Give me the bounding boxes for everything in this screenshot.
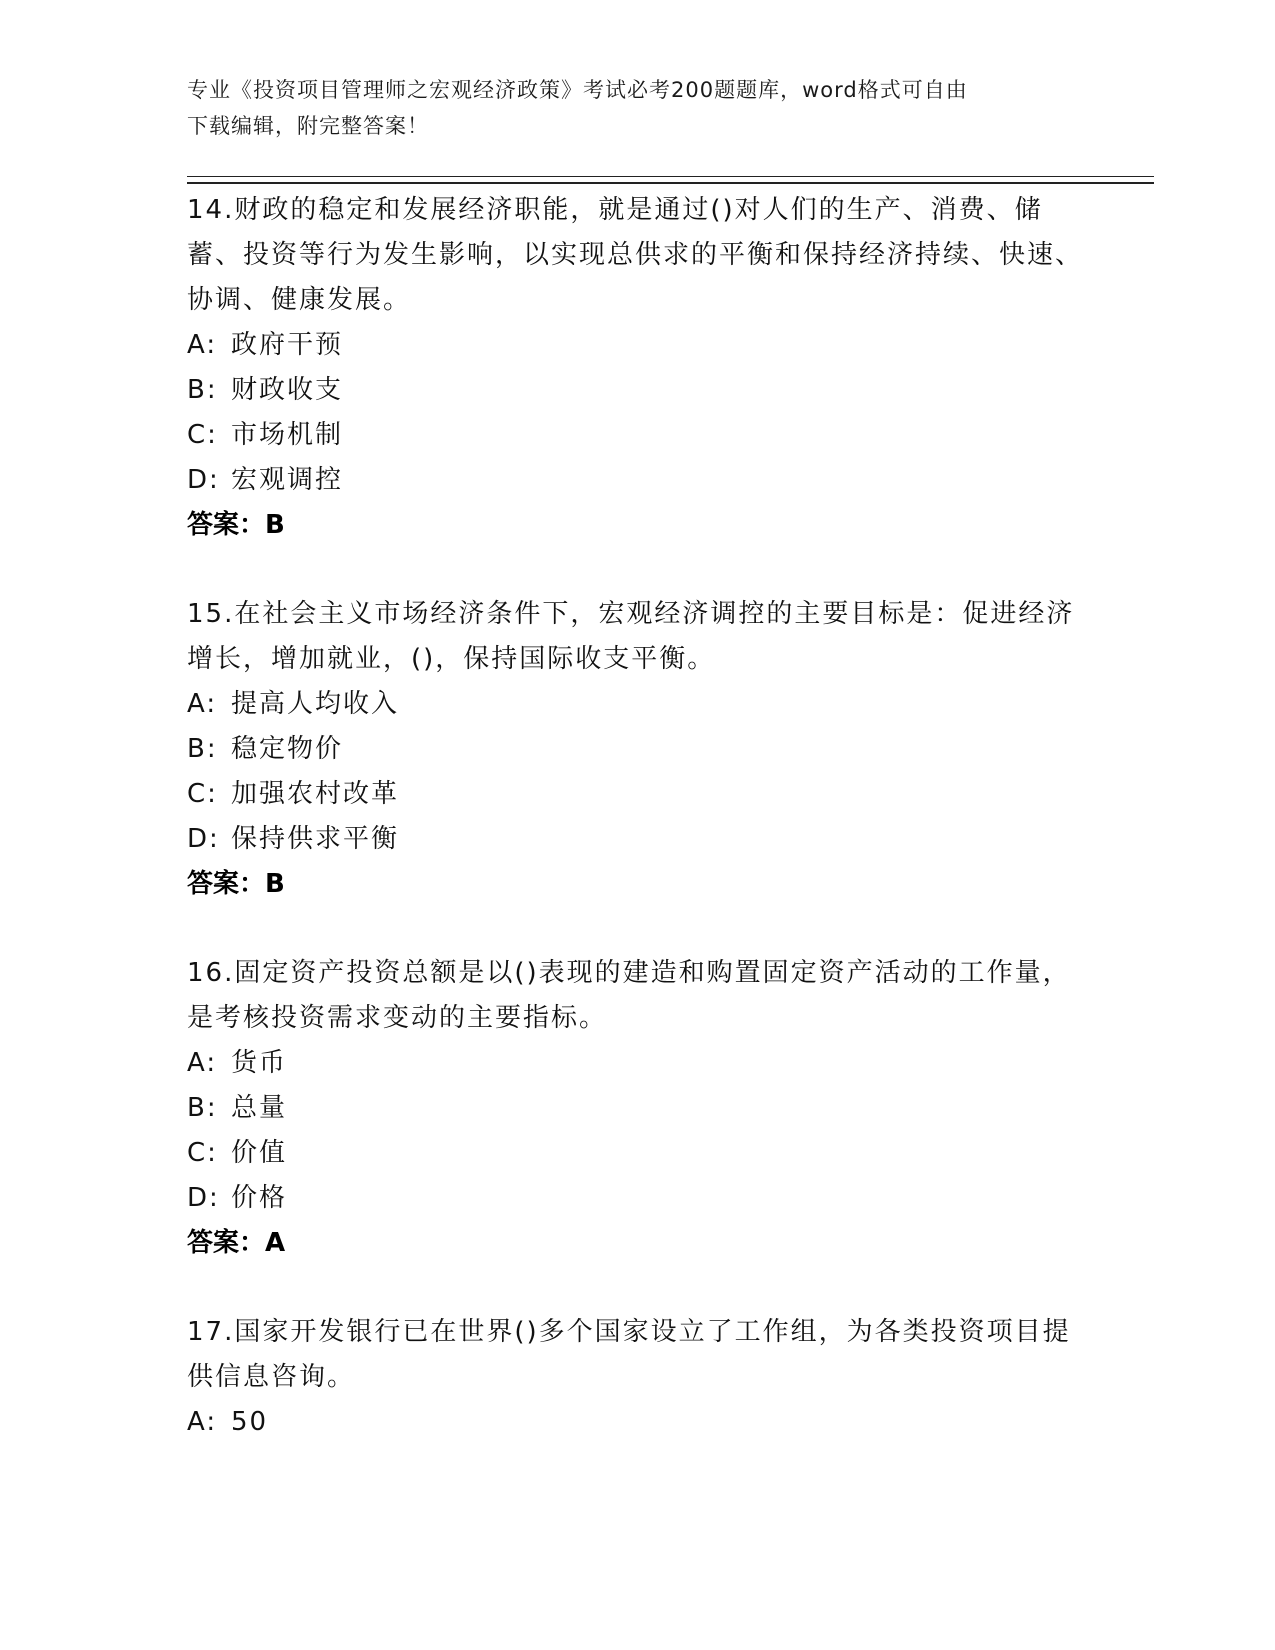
option-text: 总量 bbox=[231, 1093, 288, 1123]
document-header bbox=[187, 72, 1087, 144]
option-d bbox=[187, 1176, 1087, 1221]
option-a bbox=[187, 323, 1087, 368]
option-key: C: bbox=[187, 779, 218, 809]
option-b bbox=[187, 368, 1087, 413]
question-list bbox=[187, 188, 1087, 1489]
option-text: 市场机制 bbox=[231, 420, 344, 450]
option-b bbox=[187, 727, 1087, 772]
option-text: 政府干预 bbox=[231, 330, 344, 360]
option-text: 价格 bbox=[231, 1183, 288, 1213]
header-divider-thin bbox=[187, 176, 1154, 177]
header-divider-thick bbox=[187, 182, 1154, 184]
option-a bbox=[187, 1400, 1087, 1445]
answer-label: 答案：B bbox=[187, 510, 285, 540]
option-key: A: bbox=[187, 689, 218, 719]
question-stem: 17.国家开发银行已在世界()多个国家设立了工作组，为各类投资项目提供信息咨询。 bbox=[187, 1317, 1071, 1392]
option-c bbox=[187, 413, 1087, 458]
option-c bbox=[187, 772, 1087, 817]
option-text: 价值 bbox=[231, 1138, 288, 1168]
option-key: A: bbox=[187, 330, 218, 360]
question-17 bbox=[187, 1310, 1087, 1445]
option-key: B: bbox=[187, 375, 218, 405]
option-key: D: bbox=[187, 465, 220, 495]
option-c bbox=[187, 1131, 1087, 1176]
option-a bbox=[187, 682, 1087, 727]
option-text: 保持供求平衡 bbox=[231, 824, 400, 854]
option-a bbox=[187, 1041, 1087, 1086]
option-d bbox=[187, 817, 1087, 862]
answer-label: 答案：B bbox=[187, 869, 285, 899]
option-text: 提高人均收入 bbox=[231, 689, 400, 719]
option-key: A: bbox=[187, 1048, 218, 1078]
question-stem: 15.在社会主义市场经济条件下，宏观经济调控的主要目标是：促进经济增长，增加就业，()，保持国际收支平衡。 bbox=[187, 599, 1075, 674]
question-15 bbox=[187, 592, 1087, 907]
option-key: C: bbox=[187, 1138, 218, 1168]
option-key: A: bbox=[187, 1407, 218, 1437]
option-text: 稳定物价 bbox=[231, 734, 344, 764]
option-key: D: bbox=[187, 824, 220, 854]
question-stem: 14.财政的稳定和发展经济职能，就是通过()对人们的生产、消费、储蓄、投资等行为发生影响，以实现总供求的平衡和保持经济持续、快速、协调、健康发展。 bbox=[187, 195, 1084, 315]
option-text: 50 bbox=[231, 1407, 269, 1437]
option-b bbox=[187, 1086, 1087, 1131]
question-14 bbox=[187, 188, 1087, 548]
option-d bbox=[187, 458, 1087, 503]
option-text: 加强农村改革 bbox=[231, 779, 400, 809]
option-text: 宏观调控 bbox=[231, 465, 344, 495]
question-16 bbox=[187, 951, 1087, 1266]
question-stem: 16.固定资产投资总额是以()表现的建造和购置固定资产活动的工作量，是考核投资需求变动的主要指标。 bbox=[187, 958, 1071, 1033]
option-key: C: bbox=[187, 420, 218, 450]
option-key: B: bbox=[187, 1093, 218, 1123]
option-text: 货币 bbox=[231, 1048, 288, 1078]
option-key: B: bbox=[187, 734, 218, 764]
option-key: D: bbox=[187, 1183, 220, 1213]
header-line-2: 下载编辑，附完整答案！ bbox=[187, 114, 429, 138]
header-line-1: 专业《投资项目管理师之宏观经济政策》考试必考200题题库，word格式可自由 bbox=[187, 78, 968, 102]
answer-label: 答案：A bbox=[187, 1228, 286, 1258]
option-text: 财政收支 bbox=[231, 375, 344, 405]
